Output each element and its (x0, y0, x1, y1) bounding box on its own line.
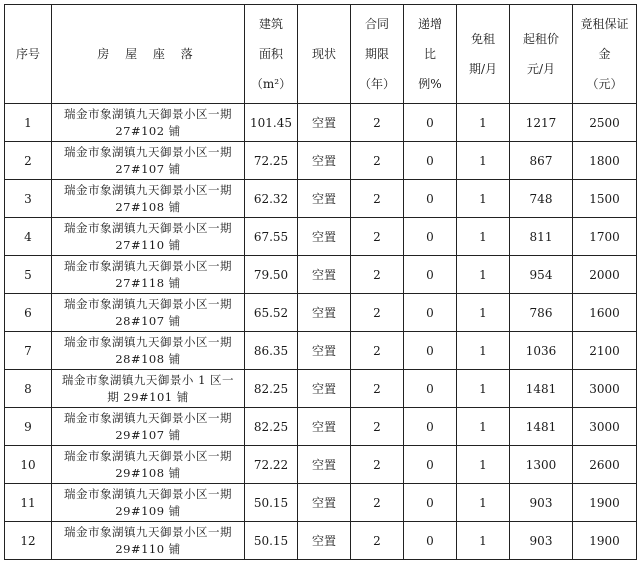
address-line: 瑞金市象湖镇九天御景小区一期 (64, 334, 232, 349)
cell-status: 空置 (298, 408, 351, 446)
cell-status: 空置 (298, 256, 351, 294)
cell-increase: 0 (404, 256, 457, 294)
cell-term: 2 (351, 484, 404, 522)
address-line: 瑞金市象湖镇九天御景小区一期 (64, 448, 232, 463)
cell-area: 72.25 (245, 142, 298, 180)
cell-free-months: 1 (457, 218, 510, 256)
header-line: 比 (423, 47, 436, 61)
cell-free-months: 1 (457, 522, 510, 560)
cell-free-months: 1 (457, 142, 510, 180)
address-line: 瑞金市象湖镇九天御景小区一期 (64, 182, 232, 197)
cell-term: 2 (351, 104, 404, 142)
header-price (510, 5, 573, 104)
cell-increase: 0 (404, 408, 457, 446)
table-row (5, 104, 637, 142)
table-row (5, 256, 637, 294)
table-row (5, 218, 637, 256)
header-free (457, 5, 510, 104)
cell-free-months: 1 (457, 256, 510, 294)
cell-address (52, 332, 245, 370)
property-rental-table (4, 4, 637, 560)
address-line: 瑞金市象湖镇九天御景小区一期 (64, 144, 232, 159)
cell-price: 903 (510, 484, 573, 522)
cell-price: 867 (510, 142, 573, 180)
header-seq (5, 5, 52, 104)
address-line: 28#107 铺 (115, 313, 181, 328)
cell-term: 2 (351, 180, 404, 218)
address-line: 瑞金市象湖镇九天御景小区一期 (64, 486, 232, 501)
cell-status: 空置 (298, 446, 351, 484)
cell-free-months: 1 (457, 484, 510, 522)
header-line: 房 屋 座 落 (97, 47, 199, 61)
address-line: 27#118 铺 (115, 275, 181, 290)
address-line: 29#110 铺 (115, 541, 181, 556)
cell-price: 1481 (510, 408, 573, 446)
cell-free-months: 1 (457, 180, 510, 218)
cell-status: 空置 (298, 370, 351, 408)
header-increase (404, 5, 457, 104)
cell-status: 空置 (298, 180, 351, 218)
cell-price: 1036 (510, 332, 573, 370)
cell-status: 空置 (298, 522, 351, 560)
cell-address (52, 446, 245, 484)
cell-address (52, 370, 245, 408)
cell-deposit: 1800 (573, 142, 637, 180)
cell-free-months: 1 (457, 370, 510, 408)
table-body (5, 104, 637, 560)
cell-seq: 2 (5, 142, 52, 180)
cell-increase: 0 (404, 484, 457, 522)
cell-term: 2 (351, 142, 404, 180)
cell-increase: 0 (404, 446, 457, 484)
header-line: 例% (418, 77, 442, 91)
cell-price: 786 (510, 294, 573, 332)
table-row (5, 332, 637, 370)
cell-term: 2 (351, 370, 404, 408)
cell-deposit: 3000 (573, 408, 637, 446)
cell-price: 954 (510, 256, 573, 294)
table-row (5, 370, 637, 408)
cell-area: 65.52 (245, 294, 298, 332)
header-line: 金 (598, 47, 611, 61)
table-row (5, 446, 637, 484)
header-row (5, 5, 637, 104)
cell-address (52, 256, 245, 294)
header-line: 合同 (364, 17, 389, 31)
cell-deposit: 1900 (573, 484, 637, 522)
cell-address (52, 484, 245, 522)
cell-seq: 5 (5, 256, 52, 294)
header-line: 元/月 (526, 62, 556, 76)
cell-seq: 12 (5, 522, 52, 560)
cell-price: 903 (510, 522, 573, 560)
header-term (351, 5, 404, 104)
address-line: 瑞金市象湖镇九天御景小区一期 (64, 258, 232, 273)
cell-address (52, 180, 245, 218)
cell-deposit: 2500 (573, 104, 637, 142)
cell-price: 1481 (510, 370, 573, 408)
header-area (245, 5, 298, 104)
cell-price: 811 (510, 218, 573, 256)
cell-status: 空置 (298, 332, 351, 370)
address-line: 瑞金市象湖镇九天御景小 1 区一 (61, 372, 235, 387)
cell-free-months: 1 (457, 104, 510, 142)
header-line: 起租价 (522, 32, 559, 46)
address-line: 瑞金市象湖镇九天御景小区一期 (64, 106, 232, 121)
cell-price: 748 (510, 180, 573, 218)
cell-term: 2 (351, 256, 404, 294)
cell-free-months: 1 (457, 294, 510, 332)
cell-increase: 0 (404, 370, 457, 408)
address-line: 27#107 铺 (115, 161, 181, 176)
cell-seq: 8 (5, 370, 52, 408)
cell-deposit: 2100 (573, 332, 637, 370)
table-row (5, 294, 637, 332)
header-deposit (573, 5, 637, 104)
cell-deposit: 2600 (573, 446, 637, 484)
header-line: 期/月 (468, 62, 498, 76)
table-row (5, 180, 637, 218)
address-line: 29#108 铺 (115, 465, 181, 480)
cell-term: 2 (351, 294, 404, 332)
cell-seq: 9 (5, 408, 52, 446)
cell-area: 50.15 (245, 484, 298, 522)
cell-seq: 7 (5, 332, 52, 370)
cell-address (52, 294, 245, 332)
cell-address (52, 142, 245, 180)
cell-status: 空置 (298, 294, 351, 332)
cell-increase: 0 (404, 294, 457, 332)
cell-status: 空置 (298, 142, 351, 180)
header-status (298, 5, 351, 104)
cell-address (52, 218, 245, 256)
cell-increase: 0 (404, 332, 457, 370)
cell-status: 空置 (298, 104, 351, 142)
table-row (5, 484, 637, 522)
cell-area: 62.32 (245, 180, 298, 218)
cell-seq: 6 (5, 294, 52, 332)
cell-free-months: 1 (457, 408, 510, 446)
address-line: 27#110 铺 (115, 237, 181, 252)
header-line: 递增 (417, 17, 442, 31)
cell-term: 2 (351, 522, 404, 560)
address-line: 瑞金市象湖镇九天御景小区一期 (64, 410, 232, 425)
table-row (5, 522, 637, 560)
header-line: （年） (358, 77, 395, 91)
address-line: 瑞金市象湖镇九天御景小区一期 (64, 220, 232, 235)
cell-seq: 4 (5, 218, 52, 256)
cell-price: 1300 (510, 446, 573, 484)
cell-status: 空置 (298, 218, 351, 256)
table-row (5, 408, 637, 446)
cell-status: 空置 (298, 484, 351, 522)
address-line: 瑞金市象湖镇九天御景小区一期 (64, 296, 232, 311)
header-address (52, 5, 245, 104)
cell-increase: 0 (404, 522, 457, 560)
table-header (5, 5, 637, 104)
cell-area: 67.55 (245, 218, 298, 256)
header-line: 序号 (15, 47, 40, 61)
table-row (5, 142, 637, 180)
cell-area: 86.35 (245, 332, 298, 370)
header-line: 现状 (311, 47, 336, 61)
cell-seq: 1 (5, 104, 52, 142)
header-line: 免租 (470, 32, 495, 46)
cell-free-months: 1 (457, 446, 510, 484)
cell-term: 2 (351, 218, 404, 256)
cell-term: 2 (351, 332, 404, 370)
address-line: 瑞金市象湖镇九天御景小区一期 (64, 524, 232, 539)
cell-increase: 0 (404, 180, 457, 218)
header-line: （元） (586, 77, 623, 91)
cell-deposit: 3000 (573, 370, 637, 408)
cell-area: 101.45 (245, 104, 298, 142)
header-line: 竟租保证 (580, 17, 629, 31)
cell-term: 2 (351, 446, 404, 484)
cell-seq: 10 (5, 446, 52, 484)
cell-area: 79.50 (245, 256, 298, 294)
cell-address (52, 408, 245, 446)
header-line: （m²） (250, 77, 292, 91)
address-line: 29#109 铺 (115, 503, 181, 518)
cell-term: 2 (351, 408, 404, 446)
cell-address (52, 104, 245, 142)
address-line: 期 29#101 铺 (107, 389, 189, 404)
cell-free-months: 1 (457, 332, 510, 370)
cell-increase: 0 (404, 218, 457, 256)
cell-deposit: 1600 (573, 294, 637, 332)
cell-address (52, 522, 245, 560)
cell-price: 1217 (510, 104, 573, 142)
header-line: 期限 (364, 47, 389, 61)
cell-deposit: 1900 (573, 522, 637, 560)
cell-seq: 11 (5, 484, 52, 522)
cell-deposit: 1500 (573, 180, 637, 218)
cell-deposit: 2000 (573, 256, 637, 294)
address-line: 29#107 铺 (115, 427, 181, 442)
cell-area: 72.22 (245, 446, 298, 484)
header-line: 建筑 (258, 17, 283, 31)
address-line: 28#108 铺 (115, 351, 181, 366)
cell-deposit: 1700 (573, 218, 637, 256)
cell-increase: 0 (404, 142, 457, 180)
cell-area: 82.25 (245, 370, 298, 408)
cell-seq: 3 (5, 180, 52, 218)
address-line: 27#108 铺 (115, 199, 181, 214)
cell-increase: 0 (404, 104, 457, 142)
cell-area: 50.15 (245, 522, 298, 560)
header-line: 面积 (258, 47, 283, 61)
address-line: 27#102 铺 (115, 123, 181, 138)
cell-area: 82.25 (245, 408, 298, 446)
